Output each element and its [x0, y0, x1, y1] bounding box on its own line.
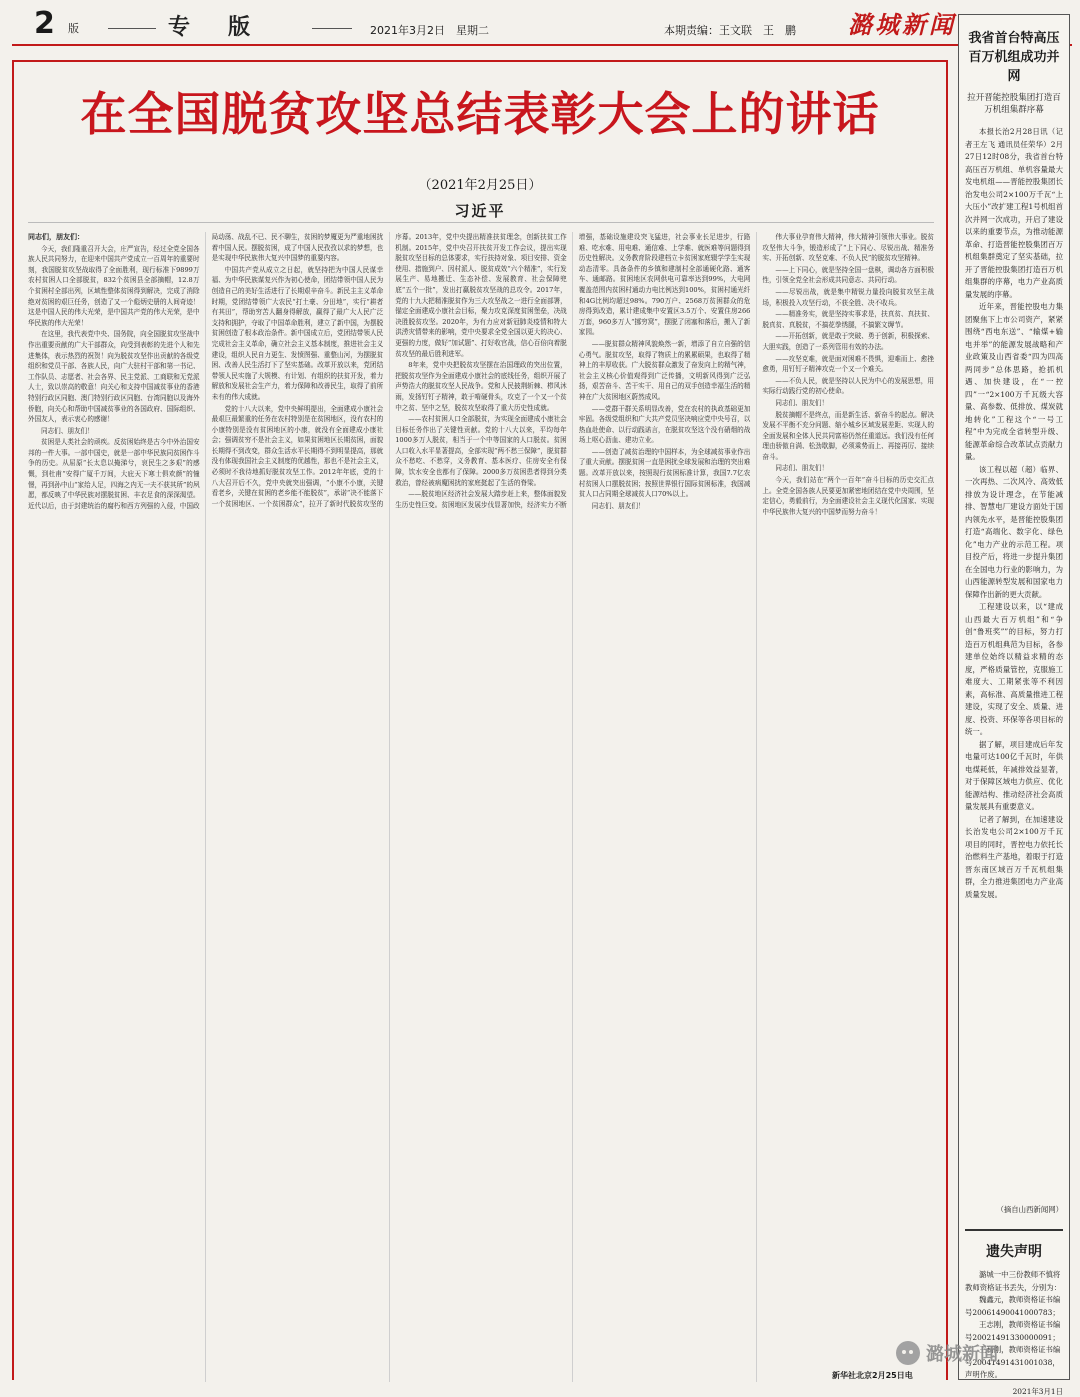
article-dateline: （2021年2月25日）	[418, 178, 542, 193]
section-rule-right	[312, 28, 352, 29]
article-paragraph: 党的十八大以来，党中央鲜明提出，全面建成小康社会最艰巨最繁重的任务在农村特别是在贫困地区，没有农村的小康特别是没有贫困地区的小康，就没有全面建成小康社会；强调贫穷不是社会主义，如果贫困地区长期贫困，面貌长期得不到改变，群众生活水平长期得不到明显提高，那就没有体现我国社会主义制度的优越性，那也不是社会主义，必须时不我待地抓好脱贫攻坚工作。2012年年底，党的十八大召开后不久，党中央就突出强调，“小康不小康，关键看老乡，关键在贫困的老乡能不能脱贫”，承诺“决不能落下一个贫困地区、一个贫困群众”，拉开了新时代脱贫攻坚的序幕。2013年，党中央提出精准扶贫理念，创新扶贫工作机制。2015年，党中央召开扶贫开发工作会议，提出实现脱贫攻坚目标的总体要求，实行扶持对象、项目安排、资金使用、措施到户、因村派人、脱贫成效“六个精准”，实行发展生产、易地搬迁、生态补偿、发展教育、社会保障兜底“五个一批”，发出打赢脱贫攻坚战的总攻令。2017年，党的十九大把精准脱贫作为三大攻坚战之一进行全面部署，锚定全面建成小康社会目标，聚力攻克深度贫困堡垒，决战决胜脱贫攻坚。2020年，为有力应对新冠肺炎疫情和特大洪涝灾情带来的影响，党中央要求全党全国以更大的决心、更强的力度，做好“加试题”、打好收官战，信心百倍向着脱贫攻坚的最后胜利进军。	[211, 233, 567, 508]
byline-divider	[28, 222, 934, 223]
sidebar-news-body	[965, 126, 1063, 1198]
lost-notice-paragraph: 魏鑫元，教师资格证书编号20061490041000783；	[965, 1295, 1061, 1317]
article-paragraph: ——攻坚克难，就是面对困难不畏惧，迎难而上、愈挫愈勇，用钉钉子精神攻克一个又一个难关。	[762, 354, 934, 374]
article-paragraph: 同志们、朋友们！	[41, 426, 94, 435]
issue-date: 2021年3月2日 星期二	[370, 24, 489, 37]
sidebar	[958, 14, 1070, 1396]
lost-notice-date: 2021年3月1日	[1012, 1386, 1063, 1396]
article-paragraph: 中国共产党从成立之日起，就坚持把为中国人民谋幸福、为中华民族谋复兴作为初心使命，团结带领中国人民为创造自己的美好生活进行了长期艰辛奋斗。新民主主义革命时期，党团结带领广大农民“打土豪、分田地”，实行“耕者有其田”，帮助穷苦人翻身得解放，赢得了最广大人民广泛支持和拥护，夺取了中国革命胜利，建立了新中国，为摆脱贫困创造了根本政治条件。新中国成立后，党团结带领人民完成社会主义革命，确立社会主义基本制度，推进社会主义建设，组织人民自力更生、发愤图强、重整山河，为摆脱贫困、改善人民生活打下了坚实基础。改革开放以来，党团结带领人民实施了大规模、有计划、有组织的扶贫开发，着力解放和发展社会生产力，着力保障和改善民生，取得了前所未有的伟大成就。	[211, 265, 384, 401]
article-paragraph: ——不负人民，就是坚持以人民为中心的发展思想，用实际行动践行党的初心使命。	[762, 376, 934, 396]
wechat-icon	[896, 1341, 920, 1365]
article-paragraph: ——上下同心，就是坚持全国一盘棋，调动各方面积极性，引领全党全社会形成共同意志、共同行动。	[762, 265, 934, 285]
article-paragraph: 在这里，我代表党中央、国务院，向全国脱贫攻坚战中作出重要贡献的广大干部群众，向受到表彰的先进个人和先进集体，表示热烈的祝贺！向为脱贫攻坚作出贡献的各级党组织和党员干部、各族人民，向广大驻村干部和第一书记、工作队员、志愿者、社会各界、民主党派、工商联和无党派人士，致以崇高的敬意！向关心和支持中国减贫事业的香港特别行政区同胞、澳门特别行政区同胞、台湾同胞以及海外侨胞，向关心和帮助中国减贫事业的各国政府、国际组织、外国友人，表示衷心的感谢！	[28, 330, 200, 424]
article-headline: 在全国脱贫攻坚总结表彰大会上的讲话	[80, 87, 880, 141]
article-paragraph: 8年来，党中央把脱贫攻坚摆在治国理政的突出位置，把脱贫攻坚作为全面建成小康社会的底线任务，组织开展了声势浩大的脱贫攻坚人民战争。党和人民披荆斩棘、栉风沐雨，发扬钉钉子精神，敢于啃硬骨头，攻克了一个又一个贫中之贫、坚中之坚，脱贫攻坚取得了重大历史性成就。	[395, 361, 567, 412]
article-paragraph: 同志们、朋友们！	[775, 464, 829, 473]
issue-editor: 本期责编：王文联 王 鹏	[664, 24, 796, 37]
section-name: 专版	[167, 15, 288, 40]
article-paragraph: 今天，我们隆重召开大会，庄严宣告，经过全党全国各族人民共同努力，在迎来中国共产党成立一百周年的重要时刻，我国脱贫攻坚战取得了全面胜利，现行标准下9899万农村贫困人口全部脱贫，832个贫困县全部摘帽，12.8万个贫困村全部出列，区域性整体贫困得到解决，完成了消除绝对贫困的艰巨任务，创造了又一个彪炳史册的人间奇迹！这是中国人民的伟大光荣，是中国共产党的伟大光荣，是中华民族的伟大光荣！	[28, 244, 200, 327]
lost-notice-paragraph: 潞城一中三份教师不慎将教师资格证书丢失，分别为：	[965, 1270, 1062, 1292]
article-paragraph: 贫困是人类社会的顽疾。反贫困始终是古今中外治国安邦的一件大事。一部中国史，就是一部中华民族同贫困作斗争的历史。从屈原“长太息以掩涕兮，哀民生之多艰”的感慨，到杜甫“安得广厦千万间，大庇天下寒士俱欢颜”的憧憬，再到孙中山“家给人足，四海之内无一夫不获其所”的夙愿，都反映了中华民族对摆脱贫困、丰衣足食的深深渴望。近代以后，由于封建统治的腐朽和西方列强的入侵，中国政局动荡、战乱不已、民不聊生，贫困的梦魇更为严重地困扰着中国人民。摆脱贫困，成了中国人民孜孜以求的梦想，也是实现中华民族伟大复兴中国梦的重要内容。	[28, 233, 384, 510]
masthead	[12, 6, 1072, 46]
sidebar-paragraph: 记者了解到，在加速建设长治发电公司2×100万千瓦项目的同时，晋控电力依托长治燃料生产基地，着眼于打造晋东南区域百万千瓦机组集群，全力推进集团电力产业高质量发展。	[965, 814, 1063, 899]
article-paragraph: ——精准务实，就是坚持实事求是，扶真贫、真扶贫、脱真贫、真脱贫，不搞花拳绣腿，不搞繁文缛节。	[762, 310, 934, 329]
sidebar-news-subtitle: 拉开晋能控股集团打造百万机组集群序幕	[967, 93, 1061, 115]
article-credit: 新华社北京2月25日电	[832, 1371, 913, 1380]
article-paragraph: ——党群干群关系明显改善，党在农村的执政基础更加牢固。各级党组织和广大共产党员坚决响应党中央号召，以热血赴使命、以行动践诺言，在脱贫攻坚这个没有硝烟的战场上呕心沥血、建功立业。	[578, 404, 751, 445]
article-paragraph: 同志们、朋友们！	[591, 501, 645, 510]
article-paragraph: 今天，我们站在“两个一百年”奋斗目标的历史交汇点上。全党全国各族人民要更加紧密地团结在党中央周围，坚定信心，勇毅前行，为全面建设社会主义现代化国家、实现中华民族伟大复兴的中国梦而努力奋斗！	[762, 476, 934, 516]
wechat-watermark	[896, 1338, 998, 1368]
page-number: 2	[34, 6, 55, 41]
article-body	[28, 232, 934, 1382]
article-paragraph: ——创造了减贫治理的中国样本，为全球减贫事业作出了重大贡献。摆脱贫困一直是困扰全球发展和治理的突出难题。改革开放以来，按照现行贫困标准计算，我国7.7亿农村贫困人口摆脱贫困；按照世界银行国际贫困标准，我国减贫人口占同期全球减贫人口70%以上。	[578, 447, 751, 499]
article-author: 习近平	[454, 202, 506, 220]
sidebar-news-source: （摘自山西新闻网）	[996, 1205, 1063, 1214]
article-paragraph: ——尽锐出战，就是集中精锐力量投向脱贫攻坚主战场，积极投入攻坚行动，不获全胜、决不收兵。	[762, 287, 934, 307]
article-greeting: 同志们，朋友们：	[28, 233, 84, 241]
article-paragraph: 同志们、朋友们！	[775, 398, 829, 407]
page-number-suffix: 版	[68, 22, 79, 35]
sidebar-news-title: 我省首台特高压百万机组成功并网	[968, 31, 1060, 84]
newspaper-logo: 潞城新闻	[848, 11, 956, 39]
main-article	[12, 60, 948, 1380]
sidebar-paragraph: 工程建设以来，以“建成山西最大百万机组”和“争创“鲁班奖””的目标，努力打造百万机组典范为目标，各参建单位始终以精益求精的态度，严格质量管控，克服施工难度大、工期紧张等不利因素，高标准、高质量推进工程建设，实现了安全、质量、进度、投资、环保等各项目标的统一。	[965, 602, 1063, 736]
lost-notice-paragraph: 王志刚，教师资格证书编号20021491330000091；	[965, 1320, 1061, 1342]
sidebar-paragraph: 据了解，项目建成后年发电量可达100亿千瓦时，年供电煤耗低，年减排效益显著，对于保障区域电力供应、优化能源结构、推动经济社会高质量发展具有重要意义。	[965, 739, 1063, 811]
article-paragraph: 伟大事业孕育伟大精神，伟大精神引领伟大事业。脱贫攻坚伟大斗争，锻造形成了“上下同心、尽锐出战、精准务实、开拓创新、攻坚克难、不负人民”的脱贫攻坚精神。	[762, 233, 934, 263]
article-paragraph: ——开拓创新，就是敢于突破、勇于创新，积极探索、大胆实践，创造了一系列管用有效的办法。	[762, 332, 934, 351]
article-paragraph: 脱贫摘帽不是终点，而是新生活、新奋斗的起点。解决发展不平衡不充分问题、缩小城乡区域发展差距、实现人的全面发展和全体人民共同富裕仍然任重道远。我们没有任何理由骄傲自满、松劲歇脚，必须乘势而上、再接再厉、接续奋斗。	[762, 410, 934, 461]
watermark-text: 潞城新闻	[926, 1344, 998, 1365]
lost-notice-paragraph: 王利刚，教师资格证书编号20041491431001038，声明作废。	[965, 1345, 1061, 1379]
article-paragraph: ——农村贫困人口全部脱贫，为实现全面建成小康社会目标任务作出了关键性贡献。党的十八大以来，平均每年1000多万人脱贫，相当于一个中等国家的人口脱贫。贫困人口收入水平显著提高，全部实现“两不愁三保障”，脱贫群众不愁吃、不愁穿，义务教育、基本医疗、住房安全有保障，饮水安全也都有了保障。2000多万贫困患者得到分类救治，曾经被病魔困扰的家庭挺起了生活的脊梁。	[395, 415, 567, 487]
lost-notice-heading: 遗失声明	[965, 1229, 1063, 1261]
sidebar-paragraph: 该工程以超（超）临界、一次再热、二次风冷、高效低排放为设计理念，在节能减排、智慧电厂建设方面处于国内领先水平，是晋能控股集团打造“高端化、数字化、绿色化”电力产业的示范工程。项目投产后，将进一步提升集团在全国电力行业的影响力，为山西能源转型发展和国家电力保障作出新的更大贡献。	[965, 464, 1063, 599]
sidebar-paragraph: 近年来，晋能控股电力集团聚焦下上市公司资产，紧紧围绕“西电东送”、“输煤+输电并举”的能源发展战略和产业政策及山西省委“四为四高两同步”总体思路，抢抓机遇、加快建设，在“一控四”一“2×100万千瓦级大容量、高参数、低排放、煤炭就地转化”工程这个“一号工程”中为完成全省转型升级、能源革命综合改革试点贡献力量。	[965, 302, 1063, 461]
sidebar-paragraph: 本报长治2月28日讯（记者王左飞 通讯员任荣华）2月27日12时08分，我省首台特高压百万机组、单机容量最大发电机组——晋能控股集团长治发电公司2×100万千瓦“上大压小”改扩建工程1号机组首次并网一次成功，开启了建设以来的重要节点，为推动能源革命、打造晋能控股集团百万机组集群奠定了坚实基础，拉开了晋能控股集团打造百万机组集群的序幕，电力产业高质量发展的序幕。	[965, 127, 1063, 299]
article-paragraph: ——脱贫地区经济社会发展大踏步赶上来，整体面貌发生历史性巨变。贫困地区发展步伐显著加快，经济实力不断增强，基础设施建设突飞猛进，社会事业长足进步，行路难、吃水难、用电难、通信难、上学难、就医难等问题得到历史性解决。义务教育阶段建档立卡贫困家庭辍学学生实现动态清零。具备条件的乡镇和建制村全部通硬化路、通客车、通邮路。贫困地区农网供电可靠率达到99%，大电网覆盖范围内贫困村通动力电比例达到100%，贫困村通光纤和4G比例均超过98%。790万户、2568万贫困群众的危房得到改造，累计建成集中安置区3.5万个、安置住房266万套，960多万人“挪穷窝”，摆脱了闭塞和落后，搬入了新家园。	[395, 233, 751, 509]
article-paragraph: ——脱贫群众精神风貌焕然一新，增添了自立自强的信心勇气。脱贫攻坚，取得了物质上的累累硕果，也取得了精神上的丰厚收获。广大脱贫群众激发了奋发向上的精气神，社会主义核心价值观得到广泛传播，文明新风得到广泛弘扬，艰苦奋斗、苦干实干、用自己的双手创造幸福生活的精神在广大贫困地区蔚然成风。	[578, 339, 751, 401]
